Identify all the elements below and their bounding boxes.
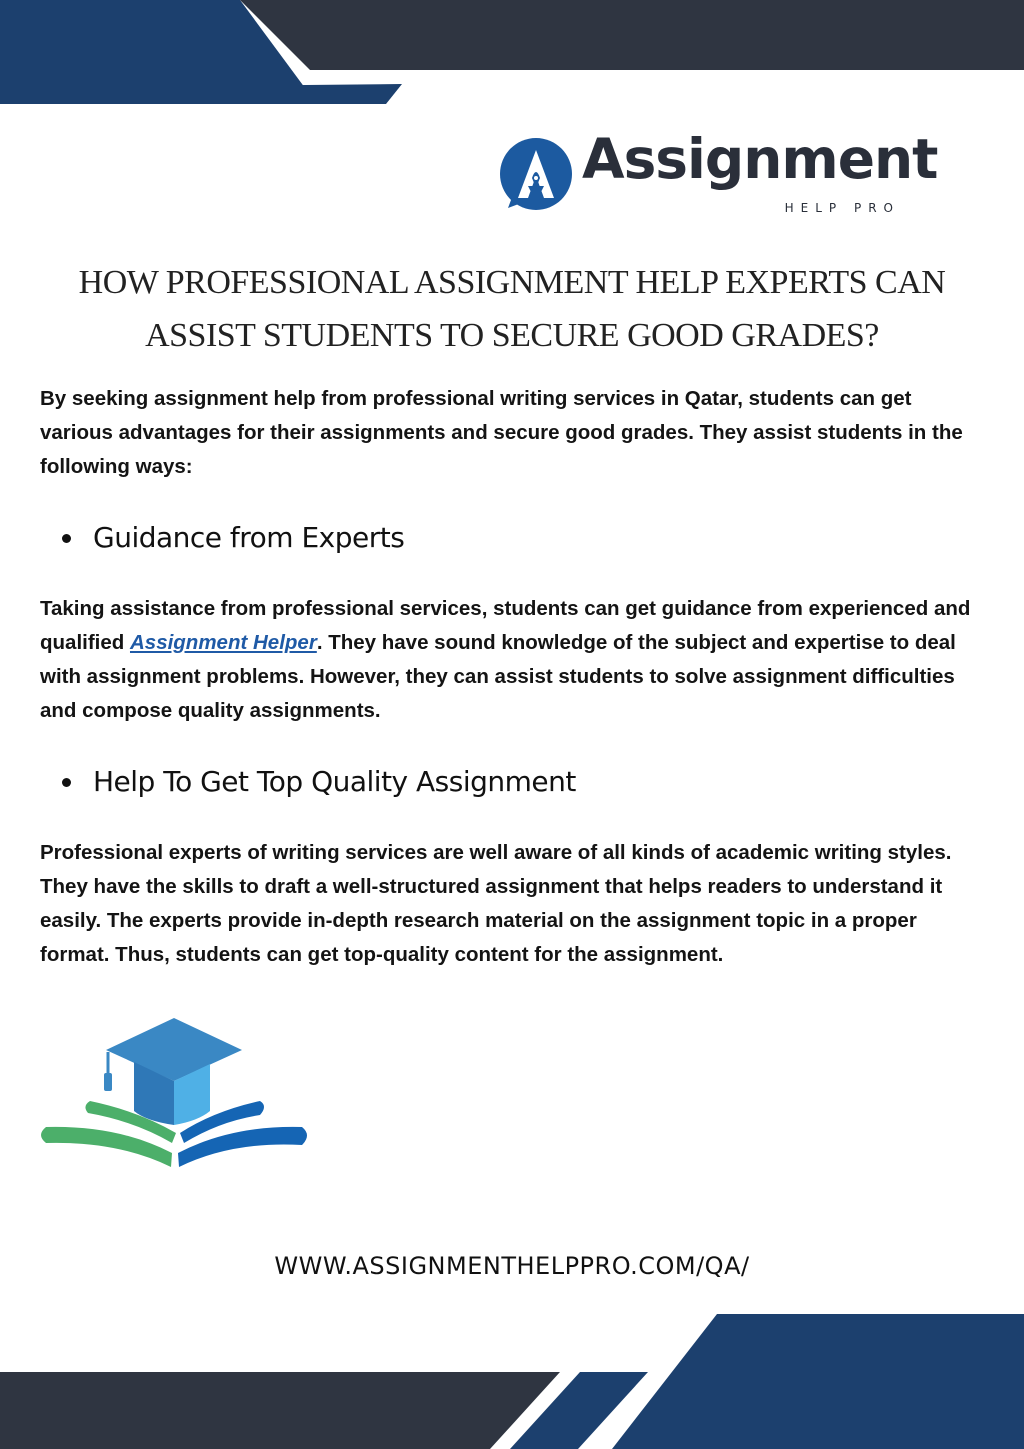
section-heading-text: Guidance from Experts [93,521,405,554]
intro-paragraph: By seeking assignment help from professional writing services in Qatar, students can get various advantages for their assignments and secure good grades. They assist students in the following ways: [40,387,963,478]
paragraph-text-after-link: . They have sound knowledge of the subject and expertise to deal with assignment problems. However, they can assist students to solve assignment difficulties and compose quality assignments. [40,631,956,722]
assignment-helper-link[interactable]: Assignment Helper [129,631,317,654]
bullet-icon [62,534,71,543]
logo-wordmark: Assignment [582,127,938,191]
section-heading-text: Help To Get Top Quality Assignment [93,765,576,798]
logo-tagline: HELP PRO [784,201,900,215]
website-url: WWW.ASSIGNMENTHELPPRO.COM/QA/ [274,1252,750,1280]
brand-logo [498,127,938,218]
paragraph-text-before-link: Taking assistance from professional services, students can get guidance from experienced and qualified [40,597,971,654]
section-heading-quality [62,762,862,802]
footer-banner-decoration [0,1310,1024,1449]
pen-nib-a-icon [498,136,578,216]
section-heading-guidance [62,518,862,558]
page-title: HOW PROFESSIONAL ASSIGNMENT HELP EXPERTS CAN ASSIST STUDENTS TO SECURE GOOD GRADES? [78,264,946,354]
bullet-icon [62,778,71,787]
section-paragraph-guidance [40,592,990,728]
section-paragraph-quality: Professional experts of writing services are well aware of all kinds of academic writing styles. They have the skills to draft a well-structured assignment that helps readers to understand it easily. The experts provide in-depth research material on the assignment topic in a proper format. Thus, students can get top-quality content for the assignment. [40,841,952,966]
header-banner-decoration [0,0,1024,110]
graduation-cap-book-icon [38,1015,310,1170]
